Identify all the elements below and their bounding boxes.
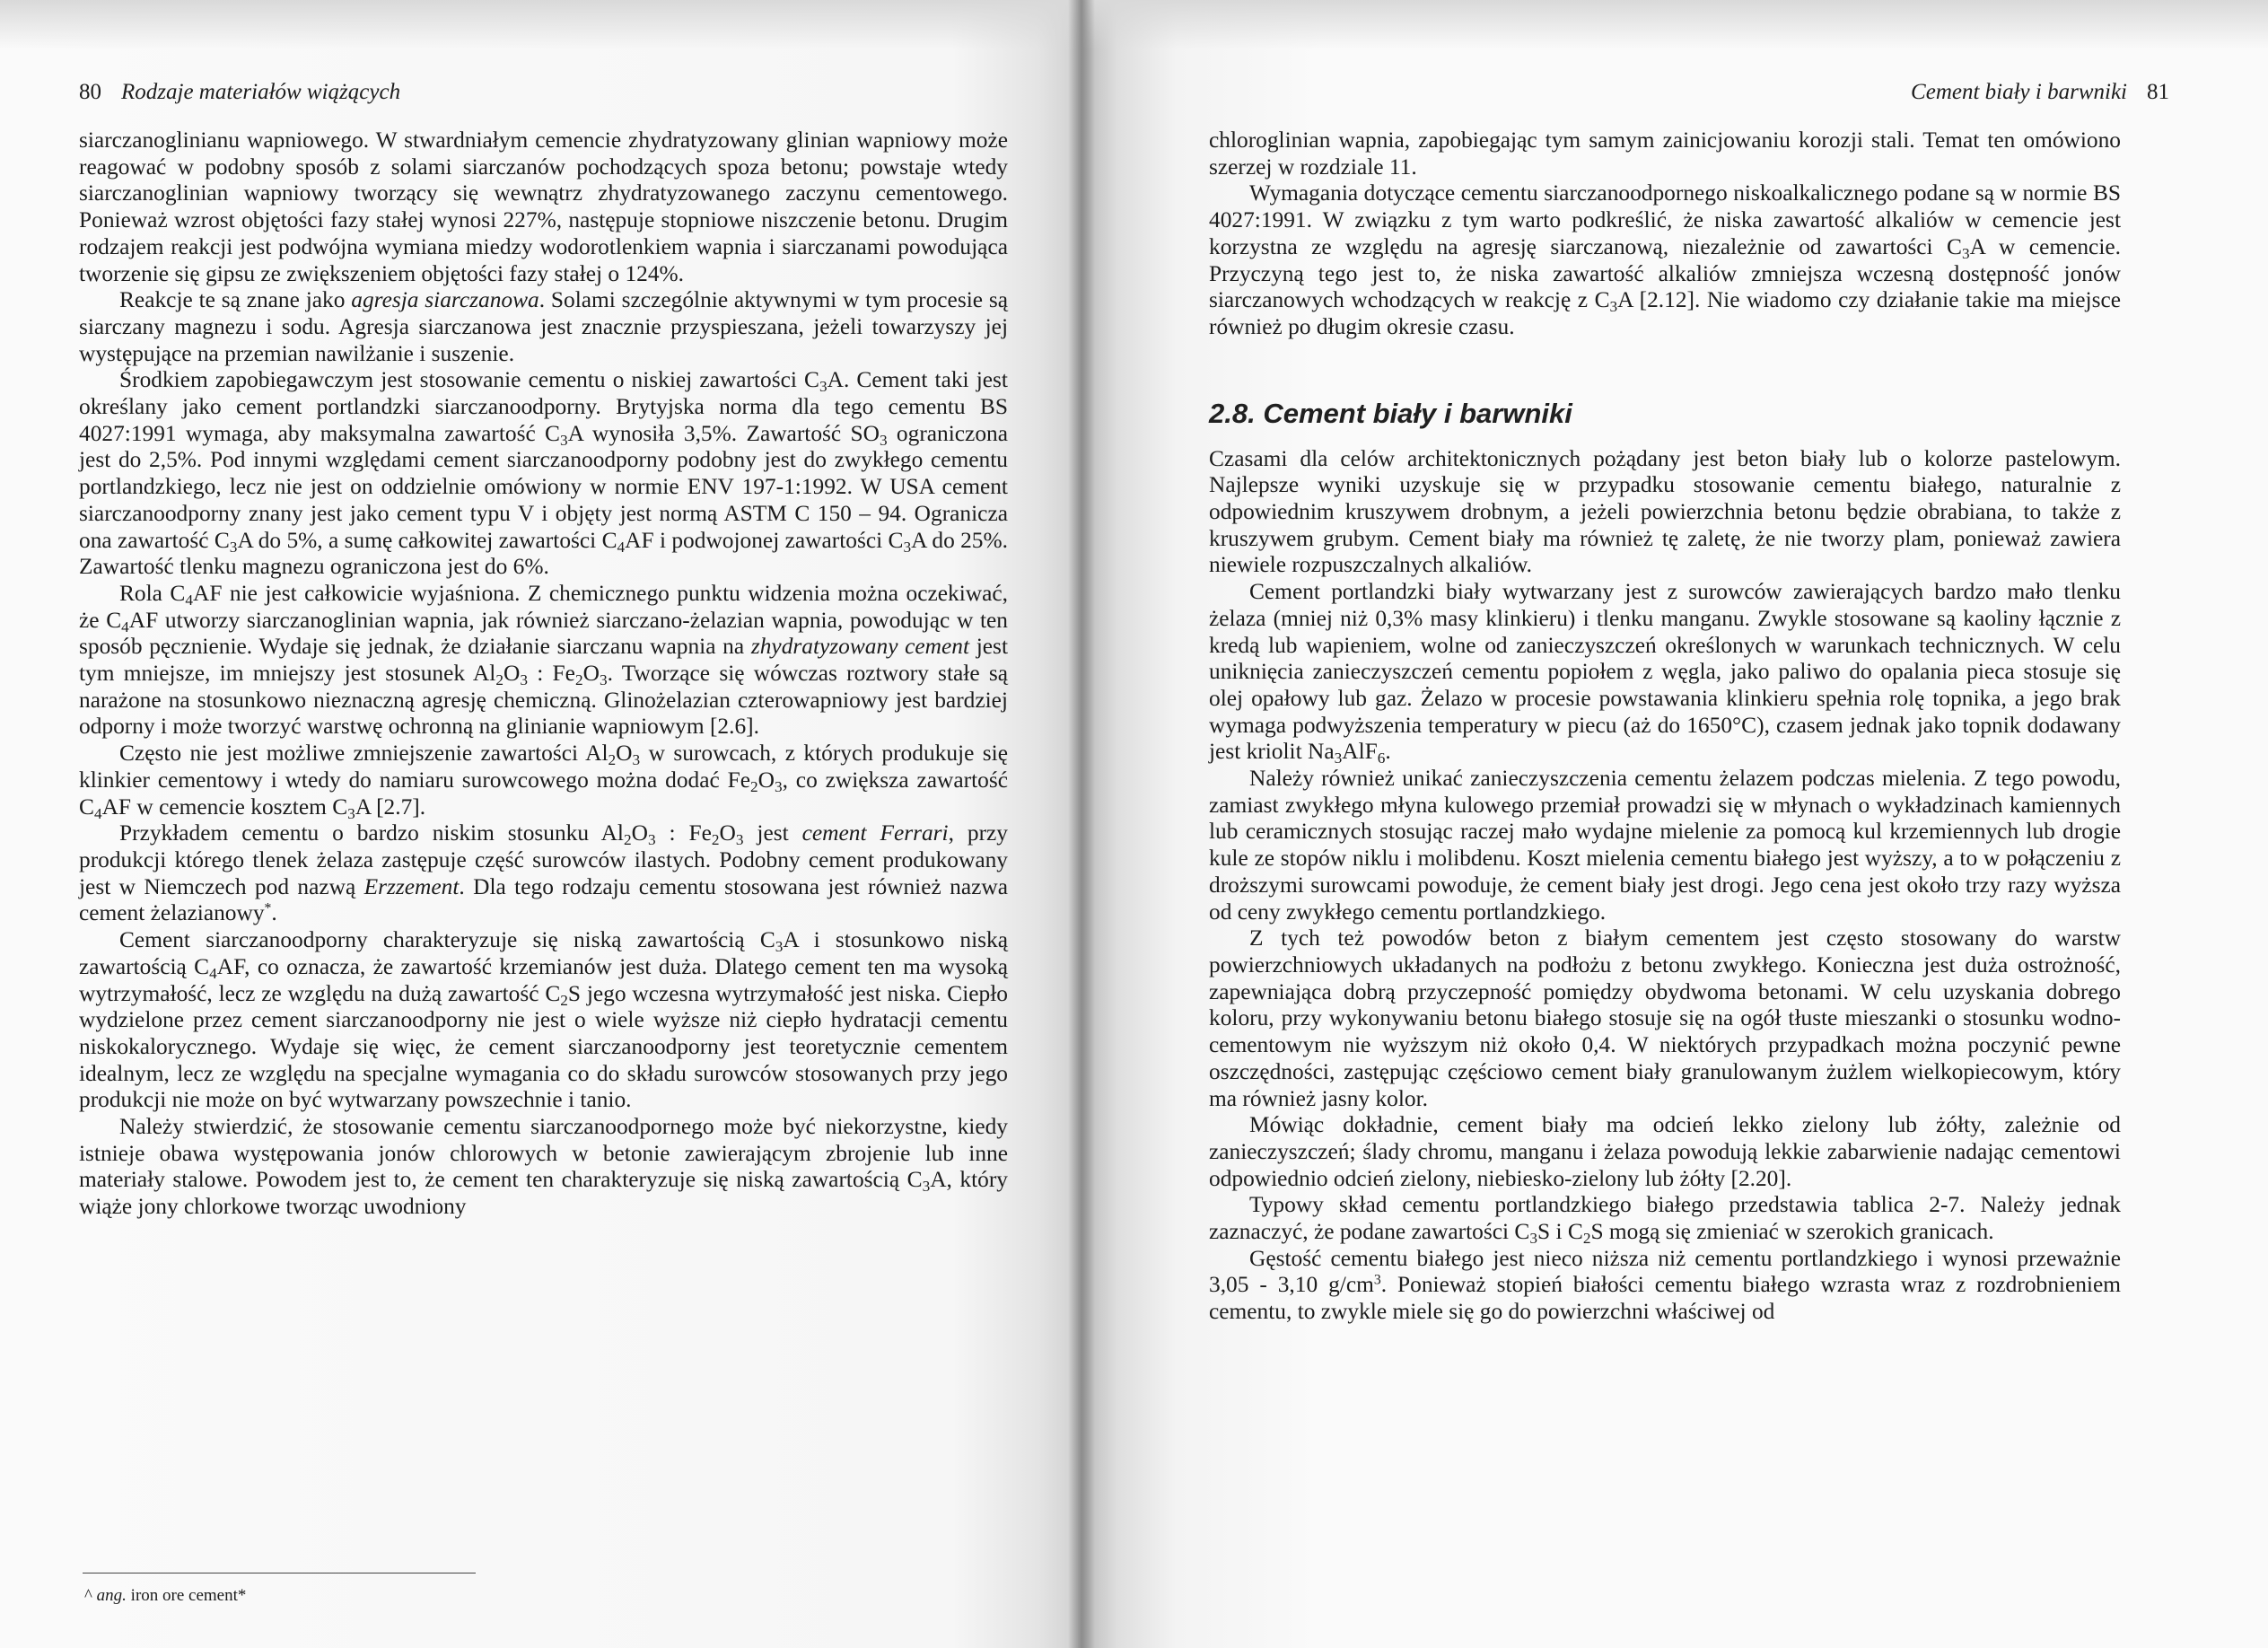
paragraph: Środkiem zapobiegawczym jest stosowanie cementu o niskiej zawartości $C_3A$. Cement taki jest określany jako cement portlandzki siarczanoodporny. Brytyjska norma dla tego cementu BS 4027:1991 wymaga, aby maksymalna zawartość $C_3A$ wynosiła 3,5%. Zawartość $SO_3$ ograniczona jest do 2,5%. Pod innymi względami cement siarczanoodporny podobny jest do zwykłego cementu portlandzkiego, lecz nie jest on oddzielnie omówiony w normie ENV 197-1:1992. W USA cement siarczanoodporny znany jest jako cement typu V i objęty jest normą ASTM C 150 – 94. Ogranicza ona zawartość $C_3A$ do 5%, a sumę całkowitej zawartości $C_4AF$ i podwojonej zawartości $C_3A$ do 25%. Zawartość tlenku magnezu ograniczona jest do 6%. [79, 367, 1009, 580]
right-page-number: 81 [2147, 80, 2169, 104]
paragraph: Należy stwierdzić, że stosowanie cementu siarczanoodpornego może być niekorzystne, kiedy istnieje obawa występowania jonów chlorowych w betonie zawierającym zbrojenie lub inne materiały stalowe. Powodem jest to, że cement ten charakteryzuje się niską zawartością $C_3A$, który wiąże jony chlorkowe tworząc uwodniony [79, 1114, 1008, 1220]
paragraph: Mówiąc dokładnie, cement biały ma odcień lekko zielony lub żółty, zależnie od zanieczyszczeń; ślady chromu, manganu i żelaza powodują lekkie zabarwienie nadając cementowi odpowiednio odcień zielony, niebiesko-zielony lub żółty [2.20]. [1209, 1112, 2121, 1191]
right-running-title: Cement biały i barwniki [1911, 80, 2127, 104]
book-gutter [1068, 0, 1095, 1648]
section-heading: 2.8. Cement biały i barwniki [1209, 397, 1572, 429]
paragraph: Przykładem cementu o bardzo niskim stosunku $Al_2O_3$ : $Fe_2O_3$ jest cement Ferrari, przy produkcji którego tlenek żelaza zastępuje część surowców ilastych. Podobny cement produkowany jest w Niemczech pod nazwą Erzzement. Dla tego rodzaju cementu stosowana jest również nazwa cement żelazianowy*. [79, 820, 1009, 926]
footnote: ^ ang. iron ore cement* [84, 1586, 247, 1605]
left-running-title: Rodzaje materiałów wiążących [121, 80, 401, 104]
paragraph: Należy również unikać zanieczyszczenia cementu żelazem podczas mielenia. Z tego powodu, zamiast zwykłego młyna kulowego przemiał prowadzi się w młynach o wykładzinach kamiennych lub ceramicznych stosując raczej mało wydajne mielenie za pomocą kul krzemiennych lub drogie kule ze stopów niklu i molibdenu. Koszt mielenia cementu białego jest wyższy, a to w połączeniu z droższymi surowcami powoduje, że cement biały jest drogi. Jego cena jest około trzy razy wyższa od ceny zwykłego cementu portlandzkiego. [1209, 766, 2121, 925]
paragraph: Wymagania dotyczące cementu siarczanoodpornego niskoalkalicznego podane są w normie BS 4027:1991. W związku z tym warto podkreślić, że niska zawartość alkaliów w cemencie jest korzystna ze względu na agresję siarczanową, niezależnie od zawartości $C_3A$ w cemencie. Przyczyną tego jest to, że niska zawartość alkaliów zmniejsza wczesną dostępność jonów siarczanowych wchodzących w reakcję z $C_3A$ [2.12]. Nie wiadomo czy działanie takie ma miejsce również po długim okresie czasu. [1209, 180, 2121, 339]
paragraph: chloroglinian wapnia, zapobiegając tym samym zainicjowaniu korozji stali. Temat ten omówiono szerzej w rozdziale 11. [1209, 127, 2121, 180]
paragraph: Z tych też powodów beton z białym cementem jest często stosowany do warstw powierzchniowych układanych na podłożu z betonu zwykłego. Konieczna jest duża ostrożność, zapewniająca dobrą przyczepność pomiędzy obydwoma betonami. W celu uzyskania dobrego koloru, przy wykonywaniu betonu białego stosuje się na ogół tłuste mieszanki o stosunku wodno-cementowym nie wyższym niż około 0,4. W niektórych przypadkach można poczynić pewne oszczędności, zastępując częściowo cement biały granulowanym żużlem wielkopiecowym, który ma również jasny kolor. [1209, 925, 2121, 1111]
page-shadow [1081, 0, 2268, 49]
left-page [0, 0, 1081, 1648]
paragraph: Reakcje te są znane jako agresja siarczanowa. Solami szczególnie aktywnymi w tym procesie są siarczany magnezu i sodu. Agresja siarczanowa jest znacznie przyspieszana, jeżeli towarzyszy jej występujące na przemian nawilżanie i suszenie. [79, 287, 1008, 366]
left-page-number: 80 [79, 80, 101, 104]
left-running-head [79, 79, 400, 106]
paragraph: Rola $C_4AF$ nie jest całkowicie wyjaśniona. Z chemicznego punktu widzenia można oczekiwać, że $C_4AF$ utworzy siarczanoglinian wapnia, jak również siarczano-żelazian wapnia, powodując w ten sposób pęcznienie. Wydaje się jednak, że działanie siarczanu wapnia na zhydratyzowany cement jest tym mniejsze, im mniejszy jest stosunek $Al_2O_3$ : $Fe_2O_3$. Tworzące się wówczas roztwory stałe są narażone na stosunkowo nieznaczną agresję chemiczną. Glinożelazian czterowapniowy jest bardziej odporny i może tworzyć warstwę ochronną na glinianie wapniowym [2.6]. [79, 580, 1009, 740]
paragraph: Typowy skład cementu portlandzkiego białego przedstawia tablica 2-7. Należy jednak zaznaczyć, że podane zawartości $C_3S$ i $C_2S$ mogą się zmieniać w szerokich granicach. [1209, 1192, 2121, 1247]
left-body-text [79, 127, 1008, 1221]
right-body-text [1209, 127, 2121, 1326]
paragraph: Cement siarczanoodporny charakteryzuje się niską zawartością $C_3A$ i stosunkowo niską zawartością $C_4AF$, co oznacza, że zawartość krzemianów jest duża. Dlatego cement ten ma wysoką wytrzymałość, lecz ze względu na dużą zawartość $C_2S$ jego wczesna wytrzymałość jest niska. Ciepło wydzielone przez cement siarczanoodporny nie jest o wiele wyższe niż ciepło hydratacji cementu niskokalorycznego. Wydaje się więc, że cement siarczanoodporny jest teoretycznie cementem idealnym, lecz ze względu na specjalne wymagania co do składu surowców stosowanych przy jego produkcji nie może on być wytwarzany powszechnie i tanio. [79, 927, 1009, 1113]
paragraph: Cement portlandzki biały wytwarzany jest z surowców zawierających bardzo mało tlenku żelaza (mniej niż 0,3% masy klinkieru) i tlenku manganu. Zwykle stosowane są kaoliny łącznie z kredą lub wapieniem, wolne od zanieczyszczeń określonych w warunkach technicznych. W celu uniknięcia zanieczyszczeń cementu popiołem z węgla, jako paliwo do opalania pieca stosuje się olej opałowy lub gaz. Żelazo w procesie powstawania klinkieru spełnia rolę topnika, a jego brak wymaga podwyższenia temperatury w piecu (aż do 1650°C), czasem jednak jako topnik dodawany jest kriolit $Na_3AlF_6$. [1209, 579, 2121, 767]
page-shadow [0, 0, 1081, 49]
paragraph: Często nie jest możliwe zmniejszenie zawartości $Al_2O_3$ w surowcach, z których produkuje się klinkier cementowy i wtedy do namiaru surowcowego można dodać $Fe_2O_3$, co zwiększa zawartość $C_4AF$ w cemencie kosztem $C_3A$ [2.7]. [79, 741, 1008, 822]
paragraph: siarczanoglinianu wapniowego. W stwardniałym cemencie zhydratyzowany glinian wapniowy może reagować w podobny sposób z solami siarczanów pochodzących spoza betonu; powstaje wtedy siarczanoglinian wapniowy tworzący się wewnątrz zhydratyzowanego zaczynu cementowego. Ponieważ wzrost objętości fazy stałej wynosi 227%, następuje stopniowe niszczenie betonu. Drugim rodzajem reakcji jest podwójna wymiana miedzy wodorotlenkiem wapnia i siarczanami powodująca tworzenie się gipsu ze zwiększeniem objętości fazy stałej o 124%. [79, 127, 1008, 286]
paragraph: Czasami dla celów architektonicznych pożądany jest beton biały lub o kolorze pastelowym. Najlepsze wyniki uzyskuje się w przypadku stosowanie cementu białego, naturalnie z odpowiednim kruszywem drobnym, a jeżeli powierzchnia betonu będzie obrabiana, to także z kruszywem grubym. Cement biały ma również tę zaletę, że nie tworzy plam, ponieważ zawiera niewiele rozpuszczalnych alkaliów. [1209, 445, 2121, 578]
right-running-head [1911, 79, 2169, 106]
paragraph: Gęstość cementu białego jest nieco niższa niż cementu portlandzkiego i wynosi przeważnie 3,05 - 3,10 $g/cm^3$. Ponieważ stopień białości cementu białego wzrasta wraz z rozdrobnieniem cementu, to zwykle miele się go do powierzchni właściwej od [1209, 1245, 2121, 1325]
